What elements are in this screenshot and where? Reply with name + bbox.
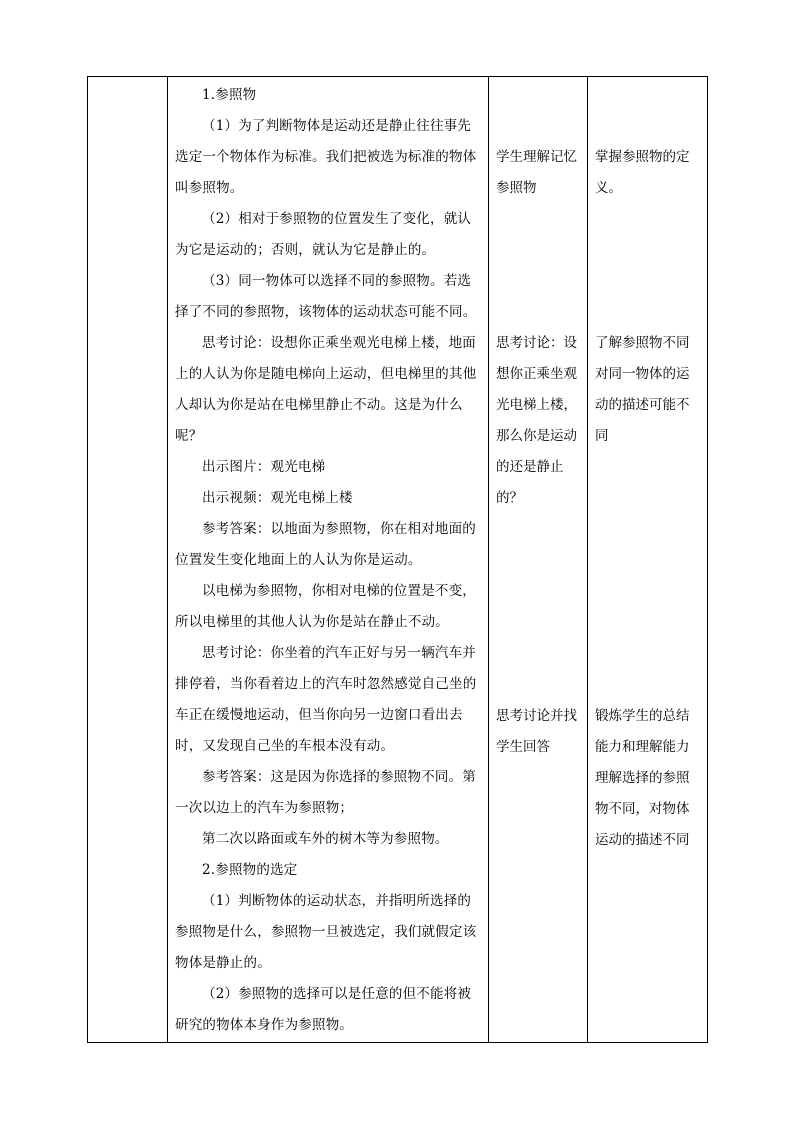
student-activity-text: 思考讨论并找学生回答	[496, 708, 577, 755]
content-paragraph: 以电梯为参照物，你相对电梯的位置是不变，所以电梯里的其他人认为你是站在静止不动。	[175, 583, 476, 630]
content-paragraph: 2.参照物的选定	[202, 862, 298, 878]
content-paragraph: （3）同一物体可以选择不同的参照物。若选择了不同的参照物，该物体的运动状态可能不同。	[175, 273, 477, 320]
student-activity-cell	[489, 77, 588, 1043]
content-paragraph: （2）参照物的选择可以是任意的但不能将被研究的物体本身作为参照物。	[175, 986, 472, 1033]
design-intent-text: 锻炼学生的总结能力和理解能力理解选择的参照物不同，对物体运动的描述不同	[595, 708, 690, 848]
student-activity-text: 学生理解记忆参照物	[496, 149, 577, 196]
content-paragraph: 第二次以路面或车外的树木等为参照物。	[202, 831, 449, 847]
empty-label-cell	[88, 77, 168, 1043]
content-paragraph: 思考讨论：设想你正乘坐观光电梯上楼，地面上的人认为你是随电梯向上运动，但电梯里的其他人却认为你是站在电梯里静止不动。这是为什么呢？	[175, 335, 477, 444]
design-intent-text: 掌握参照物的定义。	[595, 149, 690, 196]
content-paragraph: （1）判断物体的运动状态，并指明所选择的参照物是什么，参照物一旦被选定，我们就假定该物体是静止的。	[175, 893, 477, 971]
lesson-plan-table	[87, 76, 708, 1043]
content-paragraph: 出示视频：观光电梯上楼	[202, 490, 353, 506]
content-paragraph: 出示图片：观光电梯	[202, 459, 326, 475]
design-intent-cell	[588, 77, 708, 1043]
design-intent-text: 了解参照物不同对同一物体的运动的描述可能不同	[595, 335, 690, 444]
content-paragraph: （1）为了判断物体是运动还是静止往往事先选定一个物体作为标准。我们把被选为标准的物体叫参照物。	[175, 118, 477, 196]
table-row	[88, 77, 708, 1043]
content-paragraph: 1.参照物	[202, 87, 257, 103]
content-paragraph: （2）相对于参照物的位置发生了变化，就认为它是运动的；否则，就认为它是静止的。	[175, 211, 472, 258]
student-activity-text: 思考讨论：设想你正乘坐观光电梯上楼，那么你是运动的还是静止的？	[496, 335, 577, 506]
content-paragraph: 参考答案：这是因为你选择的参照物不同。第一次以边上的汽车为参照物；	[175, 769, 476, 816]
teaching-content-cell	[168, 77, 489, 1043]
content-paragraph: 思考讨论：你坐着的汽车正好与另一辆汽车并排停着，当你看着边上的汽车时忽然感觉自己坐的车正在缓慢地运动，但当你向另一边窗口看出去时，又发现自己坐的车根本没有动。	[175, 645, 477, 754]
content-paragraph: 参考答案：以地面为参照物，你在相对地面的位置发生变化地面上的人认为你是运动。	[175, 521, 476, 568]
